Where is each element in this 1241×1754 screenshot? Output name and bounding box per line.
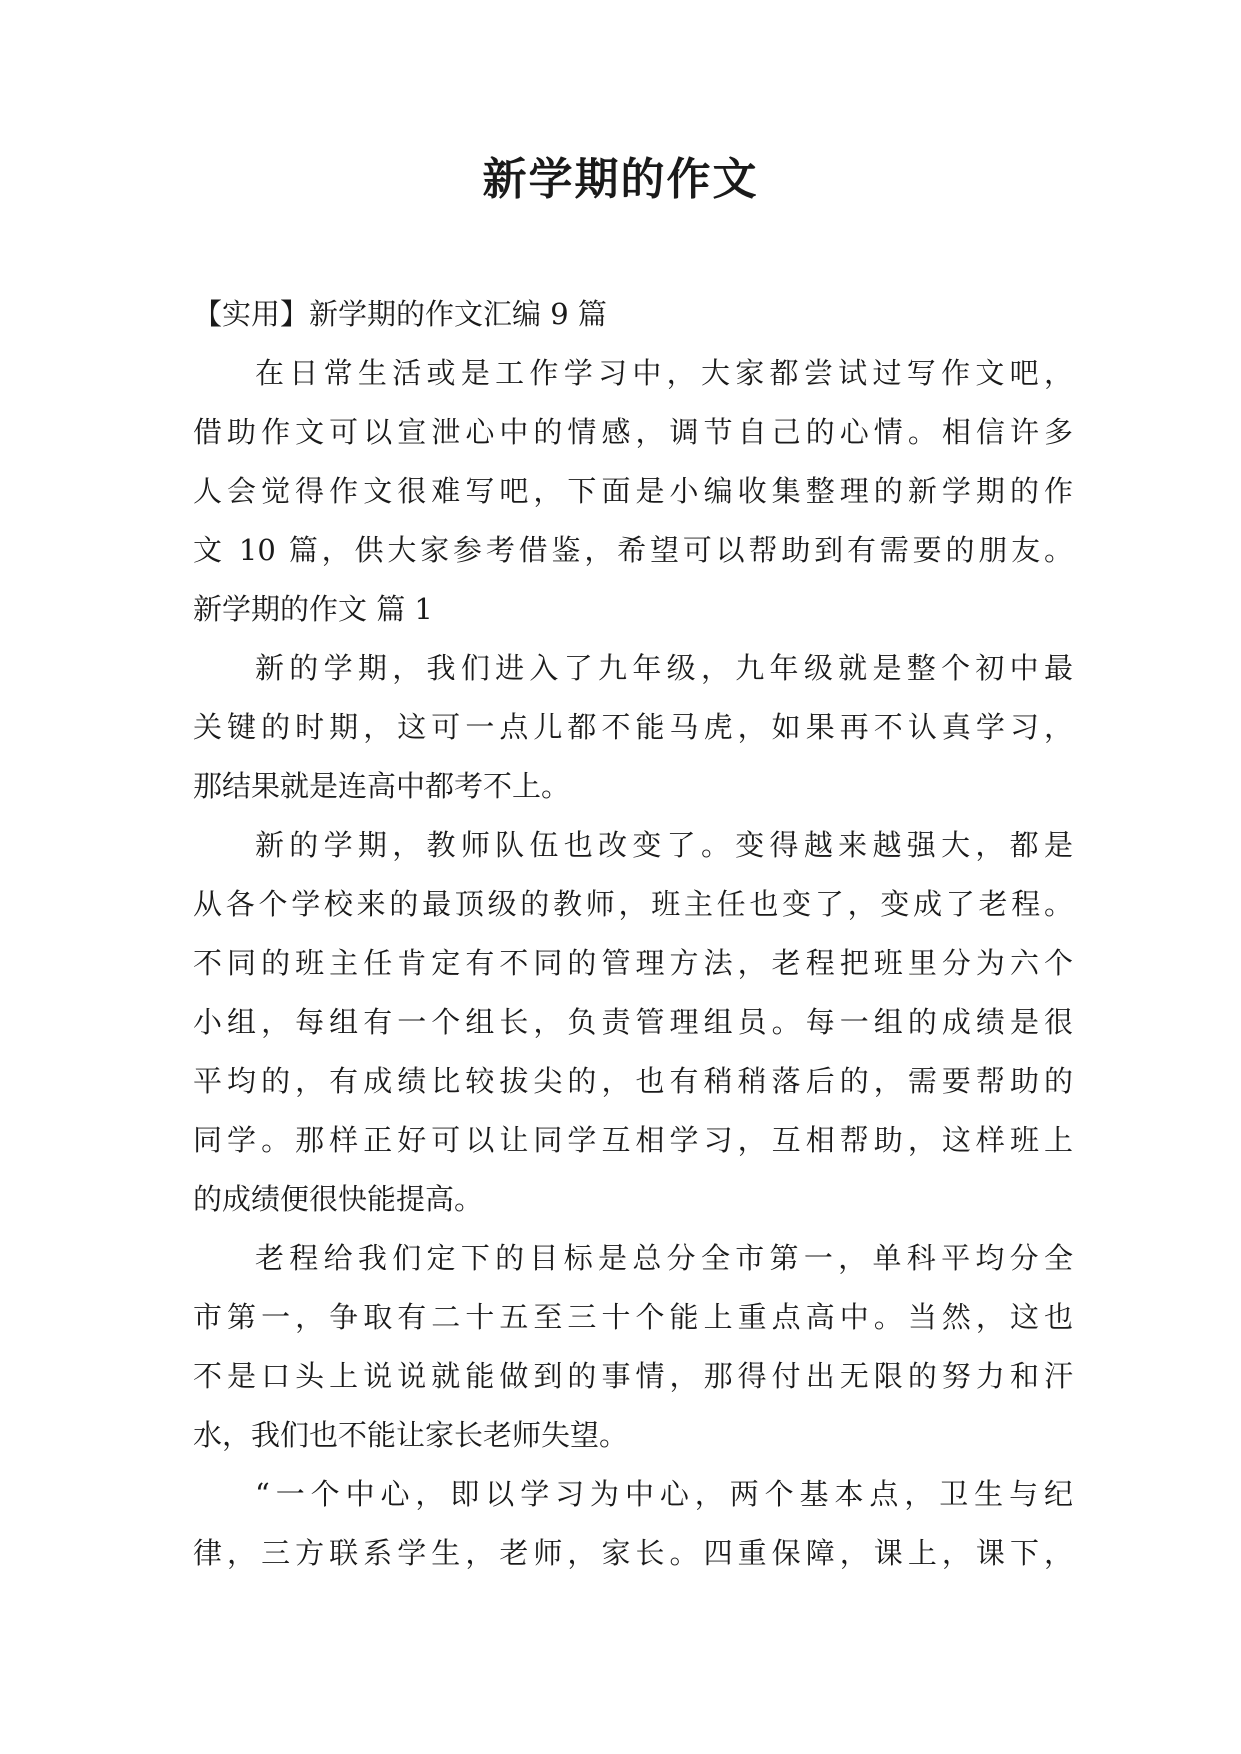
text-line: 水，我们也不能让家长老师失望。 (193, 1418, 629, 1452)
text-line: 律，三方联系学生，老师，家长。四重保障，课上，课下， (193, 1536, 1073, 1570)
document-body (193, 285, 1073, 1583)
text-line: 同学。那样正好可以让同学互相学习，互相帮助，这样班上 (193, 1123, 1073, 1157)
text-line: 新学期的作文 篇 1 (193, 592, 433, 626)
text-line: 新的学期，我们进入了九年级，九年级就是整个初中最 (255, 651, 1073, 685)
text-line: 老程给我们定下的目标是总分全市第一，单科平均分全 (255, 1241, 1073, 1275)
text-line: 那结果就是连高中都考不上。 (193, 769, 571, 803)
text-line: 借助作文可以宣泄心中的情感，调节自己的心情。相信许多 (193, 415, 1073, 449)
text-line: 关键的时期，这可一点儿都不能马虎，如果再不认真学习， (193, 710, 1073, 744)
text-line: 文 10 篇，供大家参考借鉴，希望可以帮助到有需要的朋友。 (193, 533, 1073, 567)
text-line: 平均的，有成绩比较拔尖的，也有稍稍落后的，需要帮助的 (193, 1064, 1073, 1098)
document-title: 新学期的作文 (482, 154, 759, 205)
text-line: 新的学期，教师队伍也改变了。变得越来越强大，都是 (255, 828, 1073, 862)
text-line: 【实用】新学期的作文汇编 9 篇 (193, 297, 607, 331)
text-line: 的成绩便很快能提高。 (193, 1182, 484, 1216)
text-line: 小组，每组有一个组长，负责管理组员。每一组的成绩是很 (193, 1005, 1073, 1039)
text-line: “一个中心，即以学习为中心，两个基本点，卫生与纪 (255, 1477, 1073, 1511)
text-line: 从各个学校来的最顶级的教师，班主任也变了，变成了老程。 (193, 887, 1073, 921)
text-line: 在日常生活或是工作学习中，大家都尝试过写作文吧， (255, 356, 1073, 390)
text-line: 市第一，争取有二十五至三十个能上重点高中。当然，这也 (193, 1300, 1073, 1334)
text-line: 不是口头上说说就能做到的事情，那得付出无限的努力和汗 (193, 1359, 1073, 1393)
text-line: 人会觉得作文很难写吧，下面是小编收集整理的新学期的作 (193, 474, 1073, 508)
text-line: 不同的班主任肯定有不同的管理方法，老程把班里分为六个 (193, 946, 1073, 980)
